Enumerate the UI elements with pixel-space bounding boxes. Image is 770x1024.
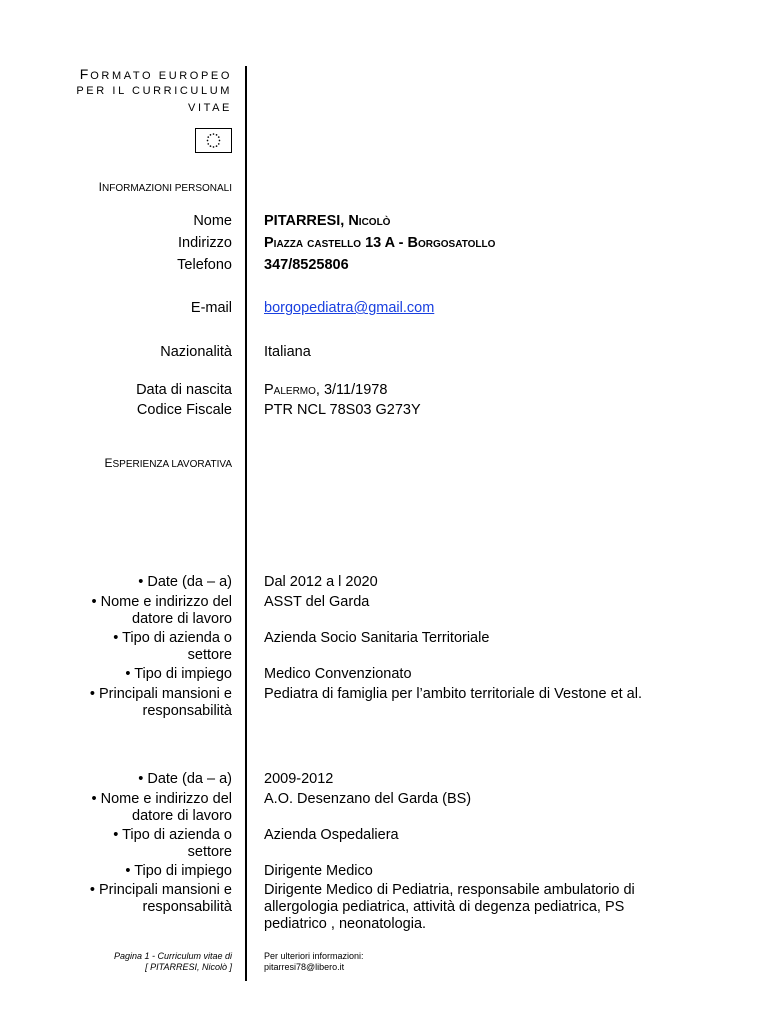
exp1-duties-value: Pediatra di famiglia per l’ambito territoriale di Vestone et al. (264, 686, 642, 702)
cv-title-line2: PER IL CURRICULUM (76, 85, 232, 97)
nationality-label: Nazionalità (160, 344, 232, 360)
exp2-job-label: • Tipo di impiego (125, 863, 232, 879)
exp1-sector-value: Azienda Socio Sanitaria Territoriale (264, 630, 490, 646)
column-divider (245, 66, 247, 981)
exp2-employer-label-cont: datore di lavoro (132, 808, 232, 824)
birth-label: Data di nascita (136, 382, 232, 398)
exp1-duties-label: • Principali mansioni e (89, 686, 232, 702)
exp2-employer-value: A.O. Desenzano del Garda (BS) (264, 791, 472, 807)
phone-label: Telefono (177, 257, 232, 273)
exp2-duties-label-cont: responsabilità (142, 899, 232, 915)
exp1-sector-label-cont: settore (187, 647, 232, 663)
address-label: Indirizzo (178, 235, 232, 251)
exp2-duties-value-line2: allergologia pediatrica, attività di degenza pediatrica, PS (264, 899, 625, 915)
exp1-date-value: Dal 2012 a l 2020 (264, 574, 378, 590)
exp1-employer-label-cont: datore di lavoro (132, 611, 232, 627)
exp2-duties-label: • Principali mansioni e (89, 882, 232, 898)
email-label: E-mail (190, 300, 232, 316)
exp2-sector-label-cont: settore (187, 844, 232, 860)
section-work-experience: ESPERIENZA LAVORATIVA (104, 456, 232, 470)
exp1-duties-label-cont: responsabilità (142, 703, 232, 719)
eu-flag-icon (195, 128, 232, 153)
exp2-duties-value-line3: pediatrico , neonatologia. (264, 916, 427, 932)
cv-title-line1: FORMATO EUROPEO (79, 66, 232, 82)
exp1-employer-value: ASST del Garda (264, 594, 370, 610)
exp2-duties-value-line1: Dirigente Medico di Pediatria, responsabile ambulatorio di (264, 882, 635, 898)
footer-contact-email: pitarresi78@libero.it (264, 962, 345, 972)
email-value (264, 300, 734, 317)
exp2-date-value: 2009-2012 (264, 771, 334, 787)
footer-more-info: Per ulteriori informazioni: (264, 951, 364, 961)
birth-value: Palermo, 3/11/1978 (264, 382, 388, 398)
exp2-job-value: Dirigente Medico (264, 863, 373, 879)
exp2-date-label: • Date (da – a) (138, 771, 232, 787)
footer-page-name: [ PITARRESI, Nicolò ] (145, 962, 232, 972)
email-link[interactable]: borgopediatra@gmail.com (264, 300, 435, 316)
tax-code-label: Codice Fiscale (136, 402, 232, 418)
phone-value: 347/8525806 (264, 257, 349, 273)
address-value: Piazza castello 13 A - Borgosatollo (264, 235, 496, 251)
nationality-value: Italiana (264, 344, 311, 360)
exp1-job-value: Medico Convenzionato (264, 666, 412, 682)
exp1-job-label: • Tipo di impiego (125, 666, 232, 682)
exp2-sector-label: • Tipo di azienda o (113, 827, 232, 843)
exp1-employer-label: • Nome e indirizzo del (91, 594, 232, 610)
exp2-employer-label: • Nome e indirizzo del (91, 791, 232, 807)
name-value: PITARRESI, Nicolò (264, 213, 391, 229)
exp1-date-label: • Date (da – a) (138, 574, 232, 590)
section-personal-info: INFORMAZIONI PERSONALI (98, 180, 232, 194)
cv-title-line3: VITAE (188, 102, 232, 114)
exp1-sector-label: • Tipo di azienda o (113, 630, 232, 646)
exp2-sector-value: Azienda Ospedaliera (264, 827, 399, 843)
name-label: Nome (193, 213, 232, 229)
tax-code-value: PTR NCL 78S03 G273Y (264, 402, 421, 418)
footer-page-info: Pagina 1 - Curriculum vitae di (113, 951, 232, 961)
